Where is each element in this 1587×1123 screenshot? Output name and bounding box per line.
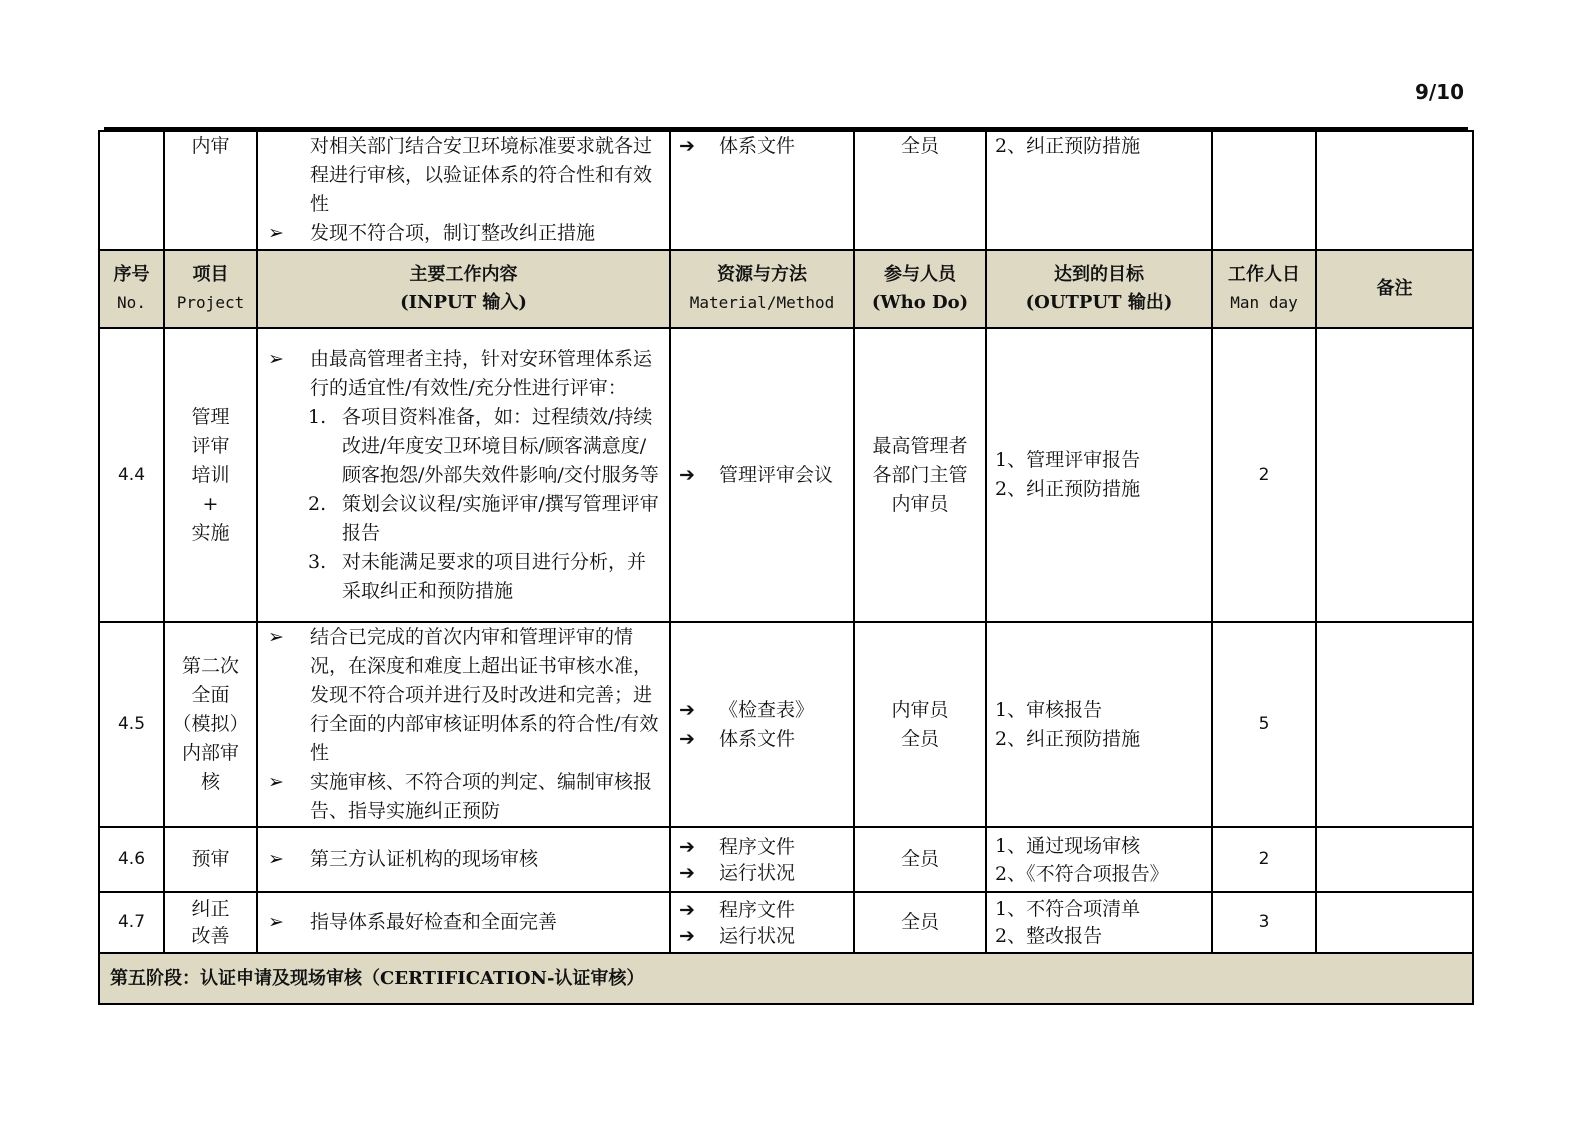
arrow-icon: ➔ [679, 835, 695, 858]
bullet-icon: ➢ [268, 347, 284, 370]
table-row: 4.6 预审 ➢ 第三方认证机构的现场审核 ➔ 程序文件 ➔ 运行状况 全员 1、通过现场审核 2、《不符合项报告》 2 [99, 827, 1473, 892]
header-row: 序号 No. 项目 Project 主要工作内容 (INPUT 输入) 资源与方法 Material/Method 参与人员 (Who Do) 达到的目标 (OUTPUT 输出) 工作人日 Man day 备注 [99, 250, 1473, 328]
plan-table [98, 130, 1474, 1005]
arrow-icon: ➔ [679, 463, 695, 486]
bullet-icon: ➢ [268, 771, 284, 793]
bullet-icon: ➢ [268, 911, 284, 933]
table-row: 4.4 管理 评审 培训 + 实施 ➢ 由最高管理者主持，针对安环管理体系运行的适宜性/有效性/充分性进行评审： 1. 各项目资料准备，如：过程绩效/持续改进/年度安卫环境目标/顾客满意度/顾客抱怨/外部失效件影响/交付服务等 2. 策划会议议程/实施评审/撰写管理评审报告 3. 对未能满足要求的项目进行分析，并采取纠正和预防措施 ➔ 管理评审会议 最高管理者 各部门主管 内审员 1、管理评审报告 2、纠正预防措施 2 [99, 328, 1473, 622]
content-cell: 对相关部门结合安卫环境标准要求就各过程进行审核，以验证体系的符合性和有效性 ➢ 发现不符合项，制订整改纠正措施 [257, 131, 670, 250]
bullet-icon: ➢ [268, 626, 284, 648]
phase-title: 第五阶段：认证申请及现场审核（CERTIFICATION-认证审核） [99, 953, 1473, 1004]
arrow-icon: ➔ [679, 135, 695, 157]
bullet-icon: ➢ [268, 848, 284, 870]
arrow-icon: ➔ [679, 698, 695, 721]
material-cell: ➔ 体系文件 [670, 131, 854, 250]
project-cell: 内审 [164, 131, 257, 250]
table-row-continued [99, 131, 1473, 250]
phase-row [99, 953, 1473, 1004]
arrow-icon: ➔ [679, 898, 695, 921]
table-row: 4.5 第二次 全面 （模拟） 内部审 核 ➢ 结合已完成的首次内审和管理评审的情况，在深度和难度上超出证书审核水准，发现不符合项并进行及时改进和完善；进行全面的内部审核证明体系的符合性/有效性 ➢ 实施审核、不符合项的判定、编制审核报告、指导实施纠正预防 ➔ 《检查表》 ➔ 体系文件 内审员 全员 1、审核报告 2、纠正预防措施 5 [99, 622, 1473, 827]
page-number: 9/10 [1414, 80, 1464, 104]
bullet-icon: ➢ [268, 222, 284, 244]
arrow-icon: ➔ [679, 861, 695, 884]
who-cell: 全员 [854, 131, 986, 250]
arrow-icon: ➔ [679, 727, 695, 750]
arrow-icon: ➔ [679, 924, 695, 947]
output-cell: 2、纠正预防措施 [986, 131, 1212, 250]
table-row: 4.7 纠正 改善 ➢ 指导体系最好检查和全面完善 ➔ 程序文件 ➔ 运行状况 全员 1、不符合项清单 2、整改报告 3 [99, 892, 1473, 953]
